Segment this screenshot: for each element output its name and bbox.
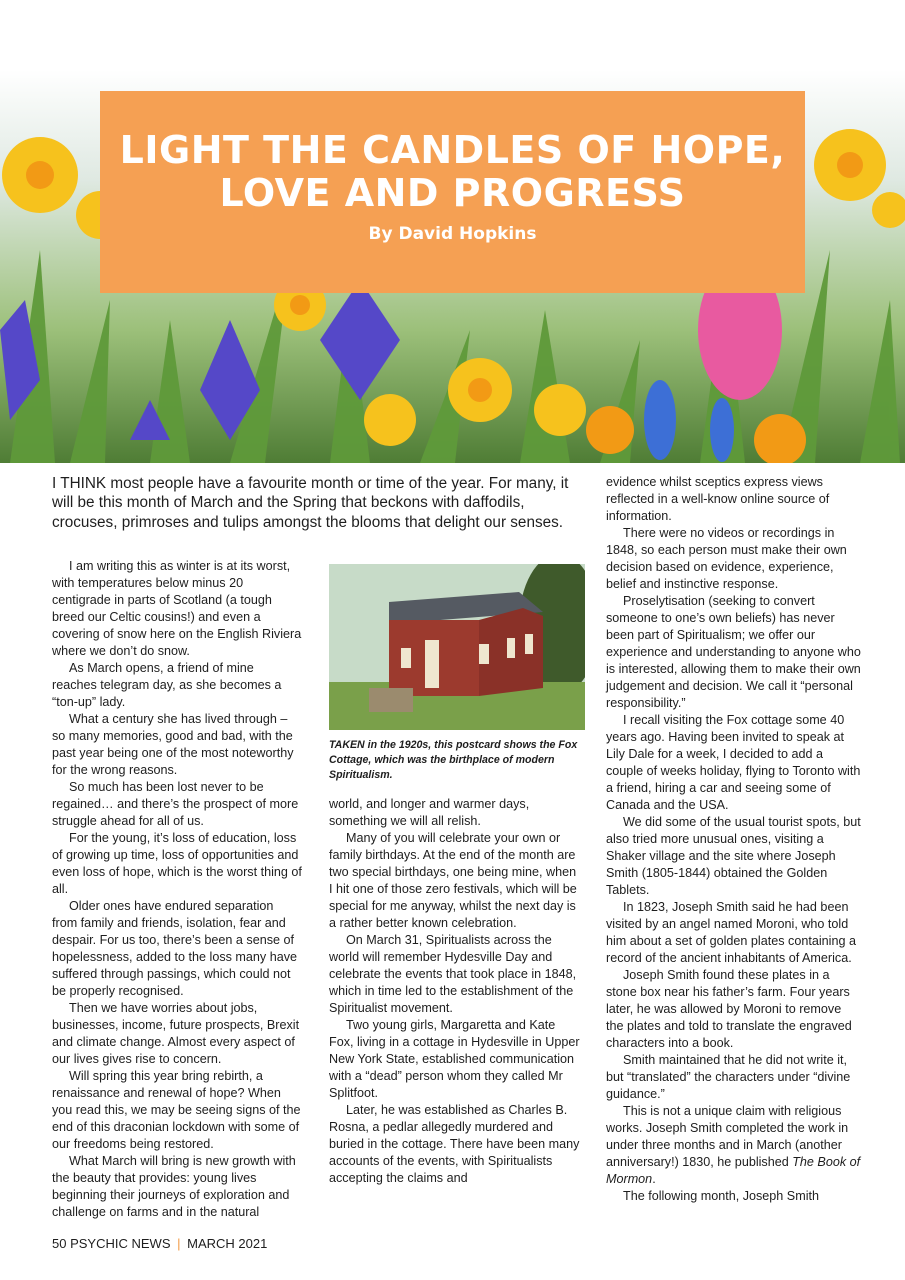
paragraph: Then we have worries about jobs, businesses, income, future prospects, Brexit and climate change. Almost every aspect of our lives gives rise to concern. [52, 1001, 300, 1066]
paragraph: On March 31, Spiritualists across the world will remember Hydesville Day and celebrate the events that took place in 1848, which in time led to the establishment of the Spiritualist movement. [329, 933, 577, 1015]
paragraph: Smith maintained that he did not write it, but “translated” the characters under “divine guidance.” [606, 1053, 851, 1101]
title-line-2: LOVE AND PROGRESS [219, 171, 686, 215]
title-line-1: LIGHT THE CANDLES OF HOPE, [119, 128, 786, 172]
paragraph: world, and longer and warmer days, something we will all relish. [329, 797, 530, 828]
publication-name: PSYCHIC NEWS [70, 1236, 171, 1251]
body-column-3 [606, 474, 862, 1205]
paragraph: What March will bring is new growth with the beauty that provides: young lives beginning their journeys of exploration and challenge on farms and in the natural [52, 1154, 296, 1219]
paragraph: Many of you will celebrate your own or family birthdays. At the end of the month are two special birthdays, one being mine, when I hit one of those zero festivals, which will be special for me anyway, whilst the next day is a rather better known celebration. [329, 831, 577, 930]
paragraph: Joseph Smith found these plates in a stone box near his father’s farm. Four years later, he was allowed by Moroni to remove the plates and told to translate the engraved characters into a book. [606, 968, 852, 1050]
byline: By David Hopkins [368, 224, 537, 244]
paragraph: evidence whilst sceptics express views reflected in a well-know online source of information. [606, 475, 830, 523]
cottage-illustration [329, 564, 585, 730]
paragraph: In 1823, Joseph Smith said he had been visited by an angel named Moroni, who told him about a set of golden plates containing a record of the ancient inhabitants of America. [606, 900, 856, 965]
paragraph: We did some of the usual tourist spots, but also tried more unusual ones, visiting a Shaker village and the site where Joseph Smith (1805-1844) obtained the Golden Tablets. [606, 815, 861, 897]
issue-date: MARCH 2021 [187, 1236, 268, 1251]
header-flower-banner [0, 0, 905, 463]
page-number: 50 [52, 1236, 67, 1251]
intro-paragraph: I THINK most people have a favourite month or time of the year. For many, it will be this month of March and the Spring that beckons with daffodils, crocuses, primroses and tulips amongst the blooms that delight our senses. [52, 475, 569, 531]
paragraph: Will spring this year bring rebirth, a renaissance and renewal of hope? When you read this, we may be seeing signs of the end of this draconian lockdown with some of our freedoms being restored. [52, 1069, 301, 1151]
title-box [100, 91, 805, 293]
page-footer [52, 1236, 267, 1251]
paragraph-text: This is not a unique claim with religious works. Joseph Smith completed the work in under three months and in March (another anniversary!) 1830, he published [606, 1104, 849, 1169]
paragraph: As March opens, a friend of mine reaches telegram day, as she becomes a “ton-up” lady. [52, 661, 282, 709]
paragraph: Two young girls, Margaretta and Kate Fox, living in a cottage in Hydesville in Upper New York State, established communication with a “dead” person whom they called Mr Splitfoot. [329, 1018, 580, 1100]
body-column-2 [329, 796, 583, 1187]
paragraph: I am writing this as winter is at its worst, with temperatures below minus 20 centigrade in parts of Scotland (a tough breed our Celtic cousins!) and even a covering of snow here on the English Riviera where we don’t do snow. [52, 559, 302, 658]
paragraph: This is not a unique claim with religious works. Joseph Smith completed the work in under three months and in March (another anniversary!) 1830, he published The Book of Mormon. [606, 1104, 861, 1186]
paragraph: I recall visiting the Fox cottage some 40 years ago. Having been invited to speak at Lily Dale for a week, I decided to add a couple of weeks holiday, flying to Toronto with a friend, hiring a car and seeing some of Canada and the USA. [606, 713, 861, 812]
paragraph: What a century she has lived through – so many memories, good and bad, with the past year being one of the most noteworthy for the wrong reasons. [52, 712, 294, 777]
article-title [100, 129, 805, 215]
paragraph: Proselytisation (seeking to convert someone to one’s own beliefs) has never been part of Spiritualism; we offer our experience and understanding to anyone who is interested, allowing them to make their own judgement and decision. We call it “personal responsibility.” [606, 594, 861, 710]
body-column-1 [52, 558, 302, 1221]
paragraph: There were no videos or recordings in 1848, so each person must make their own decision based on evidence, experience, belief and instinctive response. [606, 526, 847, 591]
paragraph: So much has been lost never to be regained… and there’s the prospect of more struggle ahead for all of us. [52, 780, 299, 828]
paragraph: For the young, it’s loss of education, loss of growing up time, loss of opportunities and even loss of hope, which is the worst thing of all. [52, 831, 302, 896]
paragraph: Later, he was established as Charles B. Rosna, a pedlar allegedly murdered and buried in the cottage. There have been many accounts of the events, with Spiritualists accepting the claims and [329, 1103, 580, 1185]
paragraph: Older ones have endured separation from family and friends, isolation, fear and despair. For us too, there’s been a sense of hopelessness, added to the loss many have suffered through passings, which could not be properly recognised. [52, 899, 298, 998]
footer-separator: | [177, 1236, 181, 1251]
book-title: The Book of Mormon [606, 1155, 861, 1186]
fox-cottage-photo [329, 564, 585, 730]
photo-caption: TAKEN in the 1920s, this postcard shows the Fox Cottage, which was the birthplace of modern Spiritualism. [329, 739, 578, 781]
paragraph: The following month, Joseph Smith [623, 1189, 820, 1203]
